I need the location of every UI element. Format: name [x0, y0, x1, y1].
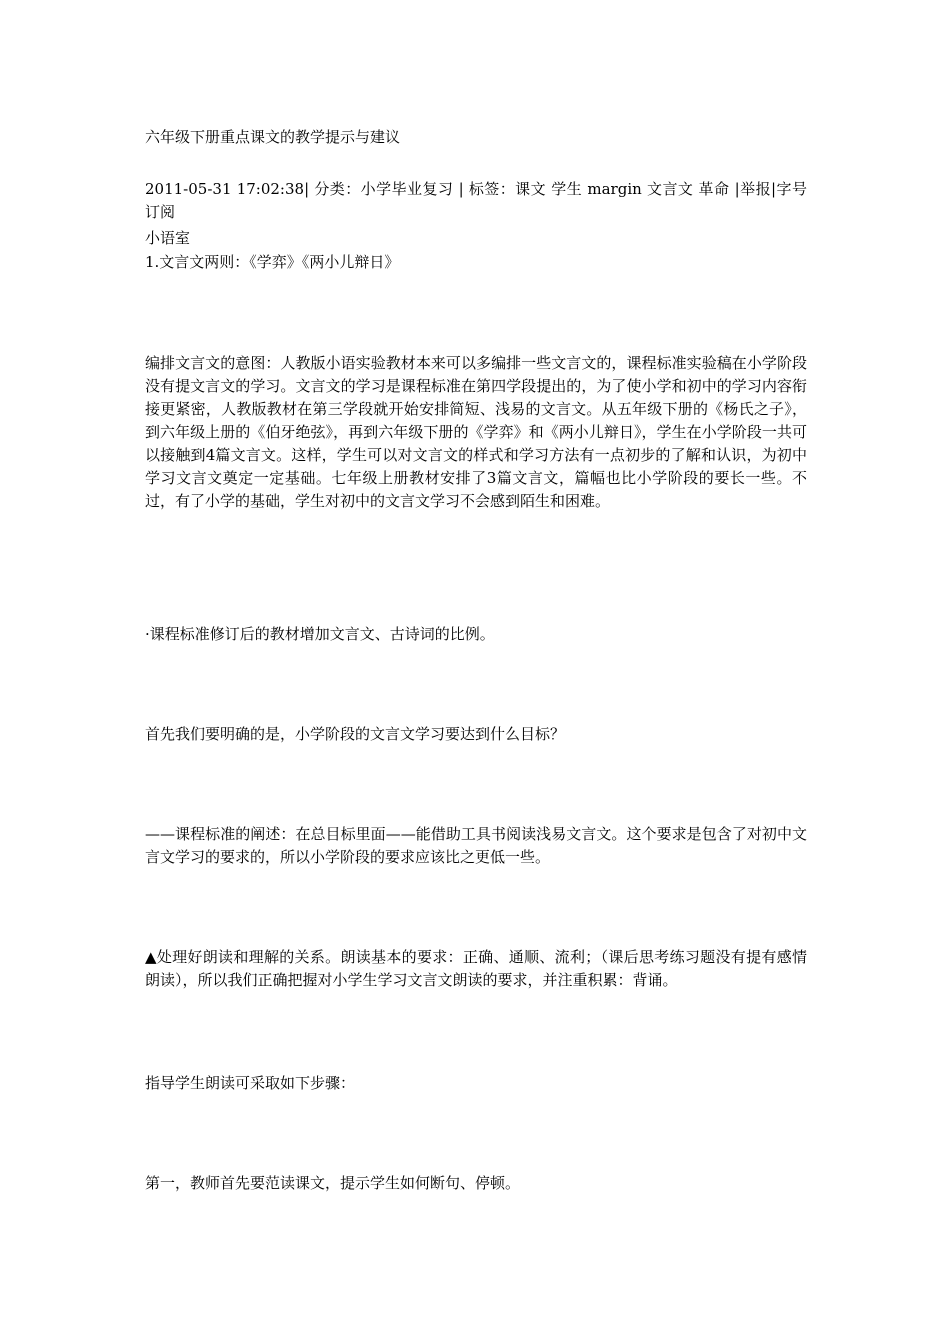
paragraph-curriculum-note: ·课程标准修订后的教材增加文言文、古诗词的比例。 [145, 625, 495, 643]
paragraph-steps-intro: 指导学生朗读可采取如下步骤： [145, 1074, 356, 1092]
paragraph-standard: ——课程标准的阐述：在总目标里面——能借助工具书阅读浅易文言文。这个要求是包含了对初中文言文学习的要求的，所以小学阶段的要求应该比之更低一些。 [145, 825, 807, 866]
paragraph-intent: 编排文言文的意图：人教版小语实验教材本来可以多编排一些文言文的，课程标准实验稿在小学阶段没有提文言文的学习。文言文的学习是课程标准在第四学段提出的，为了使小学和初中的学习内容衔接更紧密，人教版教材在第三学段就开始安排简短、浅易的文言文。从五年级下册的《杨氏之子》，到六年级上册的《伯牙绝弦》，再到六年级下册的《学弈》和《两小儿辩日》，学生在小学阶段一共可以接触到4篇文言文。这样，学生可以对文言文的样式和学习方法有一点初步的了解和认识，为初中学习文言文奠定一定基础。七年级上册教材安排了3篇文言文，篇幅也比小学阶段的要长一些。不过，有了小学的基础，学生对初中的文言文学习不会感到陌生和困难。 [145, 354, 807, 510]
section-heading: 1.文言文两则：《学弈》《两小儿辩日》 [145, 253, 400, 271]
paragraph-step-one: 第一，教师首先要范读课文，提示学生如何断句、停顿。 [145, 1174, 521, 1192]
paragraph-reading-relation: ▲处理好朗读和理解的关系。朗读基本的要求：正确、通顺、流利；（课后思考练习题没有提有感情朗读），所以我们正确把握对小学生学习文言文朗读的要求，并注重积累：背诵。 [145, 948, 807, 989]
author-name: 小语室 [145, 229, 191, 247]
document-title: 六年级下册重点课文的教学提示与建议 [145, 128, 401, 146]
paragraph-goal-question: 首先我们要明确的是，小学阶段的文言文学习要达到什么目标？ [145, 725, 566, 743]
post-meta-line: 2011-05-31 17:02:38| 分类：小学毕业复习 | 标签：课文 学生 margin 文言文 革命 |举报|字号 订阅 [145, 180, 807, 221]
